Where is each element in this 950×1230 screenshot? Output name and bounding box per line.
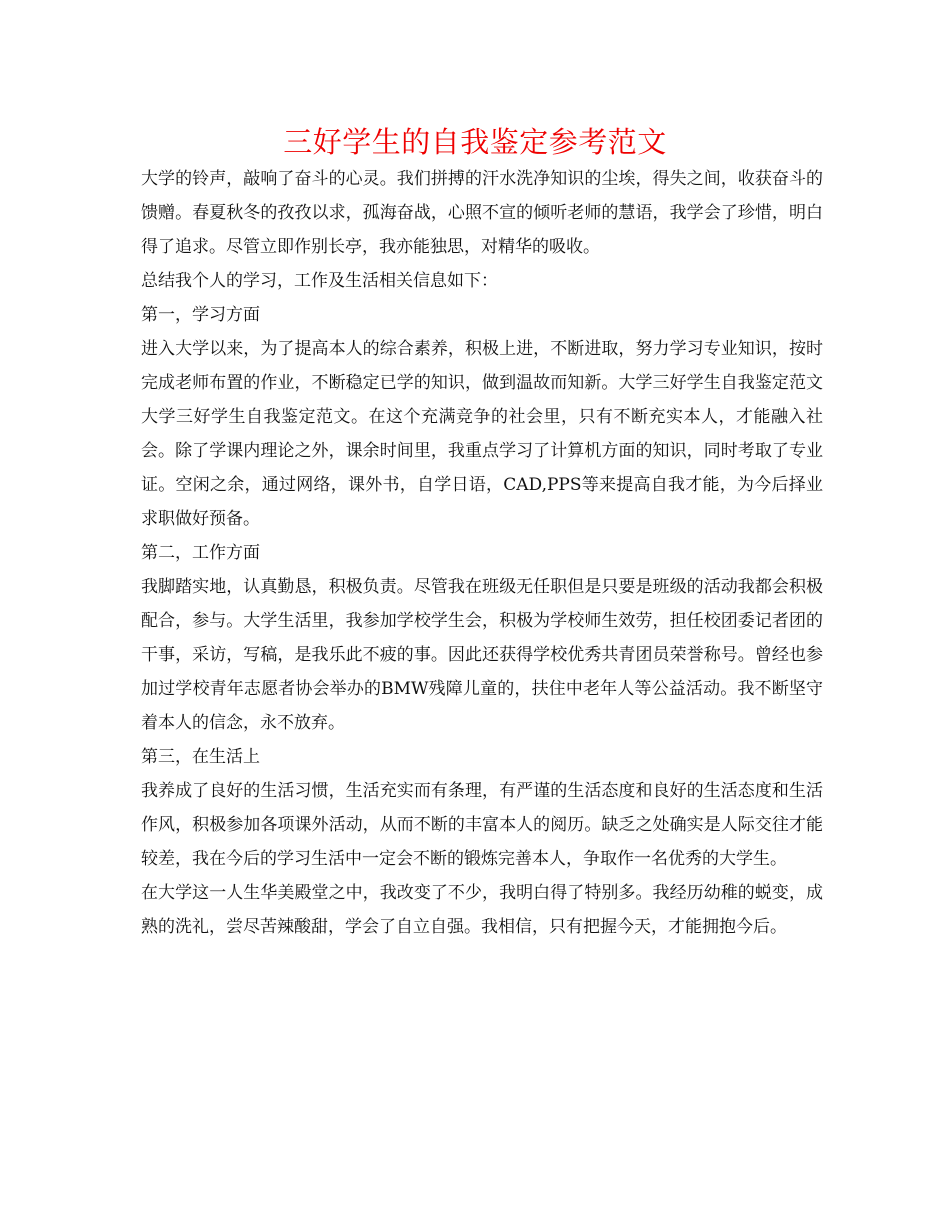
section-heading-work: 第二，工作方面	[141, 543, 260, 563]
summary-intro-paragraph: 总结我个人的学习，工作及生活相关信息如下：	[141, 271, 498, 291]
life-paragraph: 我养成了良好的生活习惯，生活充实而有条理，有严谨的生活态度和良好的生活态度和生活作风，积极参加各项课外活动，从而不断的丰富本人的阅历。缺乏之处确实是人际交往才能较差，我在今后的学习生活中一定会不断的锻炼完善本人，争取作一名优秀的大学生。	[141, 781, 823, 869]
work-paragraph: 我脚踏实地，认真勤恳，积极负责。尽管我在班级无任职但是只要是班级的活动我都会积极配合，参与。大学生活里，我参加学校学生会，积极为学校师生效劳，担任校团委记者团的干事，采访，写稿，是我乐此不疲的事。因此还获得学校优秀共青团员荣誉称号。曾经也参加过学校青年志愿者协会举办的BMW残障儿童的，扶住中老年人等公益活动。我不断坚守着本人的信念，永不放弃。	[141, 577, 823, 733]
section-heading-study: 第一，学习方面	[141, 305, 260, 325]
closing-paragraph: 在大学这一人生华美殿堂之中，我改变了不少，我明白得了特别多。我经历幼稚的蜕变，成熟的洗礼，尝尽苦辣酸甜，学会了自立自强。我相信，只有把握今天，才能拥抱今后。	[141, 883, 823, 937]
document-title: 三好学生的自我鉴定参考范文	[283, 125, 667, 159]
section-heading-life: 第三，在生活上	[141, 747, 260, 767]
document-body	[141, 162, 823, 944]
study-paragraph: 进入大学以来，为了提高本人的综合素养，积极上进，不断进取，努力学习专业知识，按时完成老师布置的作业，不断稳定已学的知识，做到温故而知新。大学三好学生自我鉴定范文大学三好学生自我鉴定范文。在这个充满竞争的社会里，只有不断充实本人，才能融入社会。除了学课内理论之外，课余时间里，我重点学习了计算机方面的知识，同时考取了专业证。空闲之余，通过网络，课外书，自学日语，CAD,PPS等来提高自我才能，为今后择业求职做好预备。	[141, 339, 823, 529]
intro-paragraph: 大学的铃声，敲响了奋斗的心灵。我们拼搏的汗水洗净知识的尘埃，得失之间，收获奋斗的馈赠。春夏秋冬的孜孜以求，孤海奋战，心照不宣的倾听老师的慧语，我学会了珍惜，明白得了追求。尽管立即作别长亭，我亦能独思，对精华的吸收。	[141, 169, 823, 257]
